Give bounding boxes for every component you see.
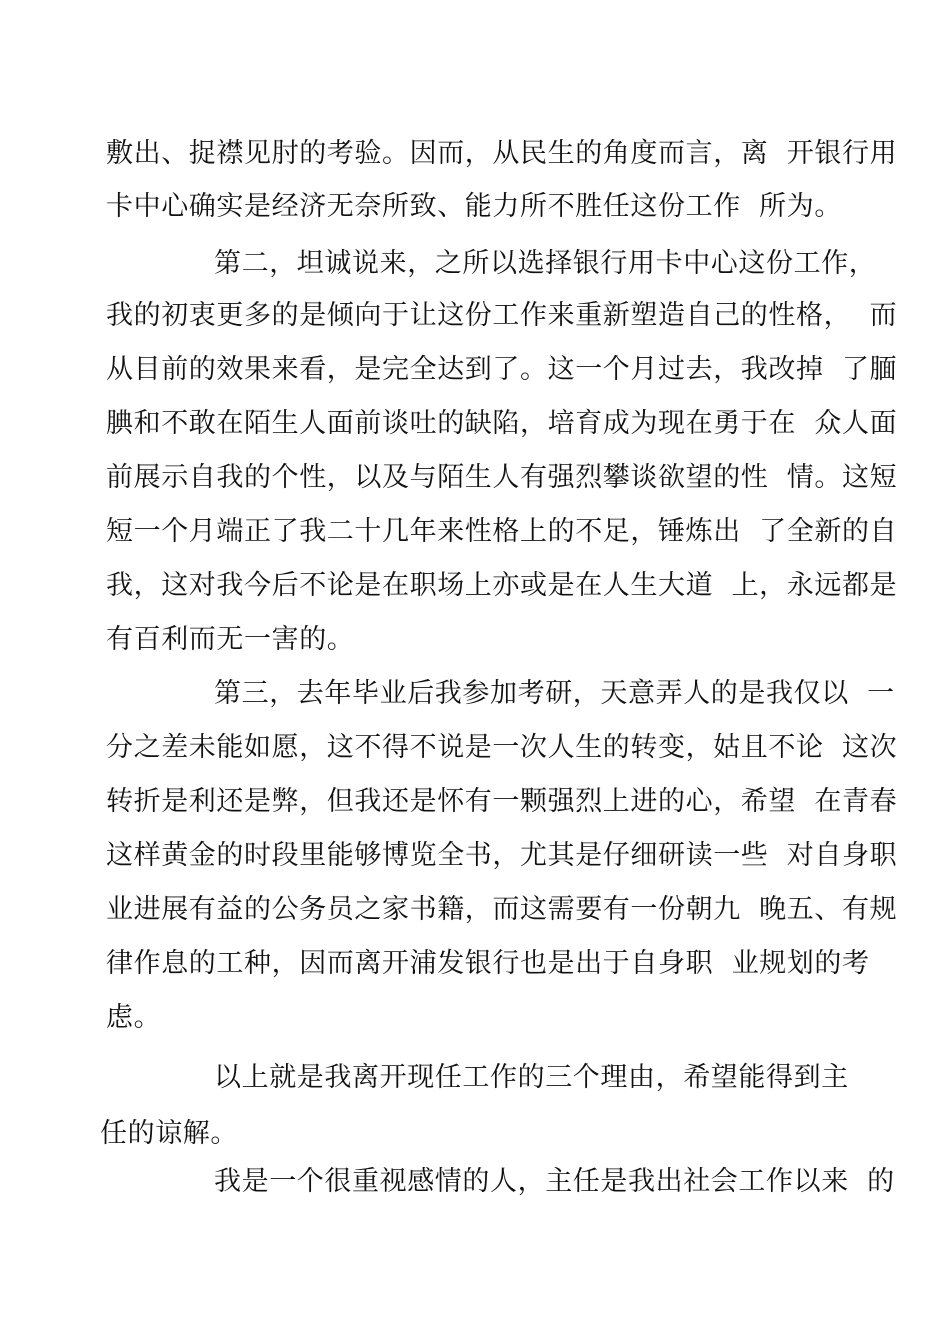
text-line: 腆和不敢在陌生人面前谈吐的缺陷，培育成为现在勇于在 众人面	[106, 408, 898, 439]
text-line: 从目前的效果来看，是完全达到了。这一个月过去，我改掉 了腼	[106, 354, 898, 385]
paragraph-start-line: 第三，去年毕业后我参加考研，天意弄人的是我仅以 一	[214, 678, 895, 709]
paragraph-start-line: 我是一个很重视感情的人，主任是我出社会工作以来 的	[214, 1166, 895, 1197]
text-line: 律作息的工种，因而离开浦发银行也是出于自身职 业规划的考	[106, 948, 870, 979]
text-line: 业进展有益的公务员之家书籍，而这需要有一份朝九 晚五、有规	[106, 894, 898, 925]
text-line: 敷出、捉襟见肘的考验。因而，从民生的角度而言，离 开银行用	[106, 138, 898, 169]
text-line: 这样黄金的时段里能够博览全书，尤其是仔细研读一些 对自身职	[106, 840, 898, 871]
text-line: 短一个月端正了我二十几年来性格上的不足，锤炼出 了全新的自	[106, 516, 898, 547]
text-line: 有百利而无一害的。	[106, 624, 355, 655]
text-line: 我的初衷更多的是倾向于让这份工作来重新塑造自己的性格， 而	[106, 300, 898, 331]
text-line: 卡中心确实是经济无奈所致、能力所不胜任这份工作 所为。	[106, 191, 842, 222]
text-line: 任的谅解。	[100, 1118, 238, 1149]
text-line: 前展示自我的个性，以及与陌生人有强烈攀谈欲望的性 情。这短	[106, 462, 898, 493]
text-line: 虑。	[106, 1002, 162, 1033]
text-line: 转折是利还是弊，但我还是怀有一颗强烈上进的心，希望 在青春	[106, 786, 898, 817]
text-line: 我，这对我今后不论是在职场上亦或是在人生大道 上，永远都是	[106, 570, 898, 601]
text-line: 分之差未能如愿，这不得不说是一次人生的转变，姑且不论 这次	[106, 732, 898, 763]
paragraph-start-line: 以上就是我离开现任工作的三个理由，希望能得到主	[214, 1062, 849, 1093]
paragraph-start-line: 第二，坦诚说来，之所以选择银行用卡中心这份工作，	[214, 248, 877, 279]
